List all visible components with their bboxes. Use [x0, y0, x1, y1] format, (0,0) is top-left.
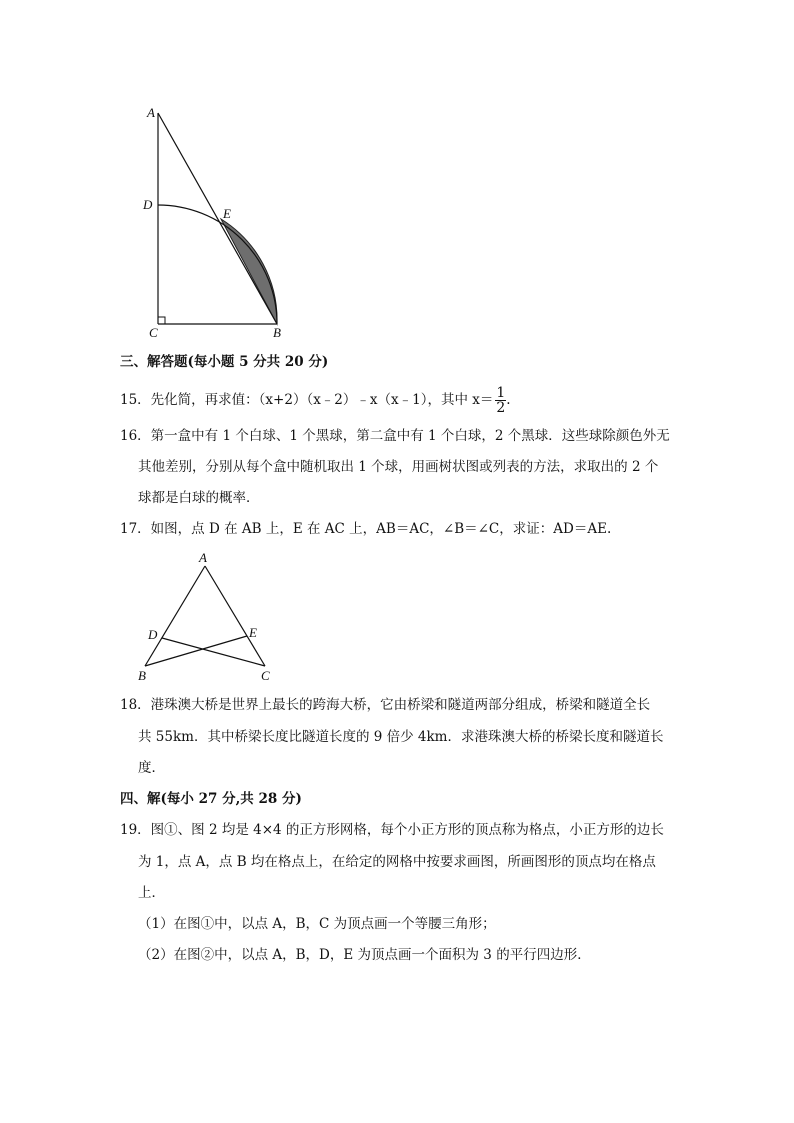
question-19-line-2: 为 1，点 A，点 B 均在格点上，在给定的网格中按要求画图，所画图形的顶点均在格点 — [138, 854, 656, 870]
question-18-line-2: 共 55km．其中桥梁长度比隧道长度的 9 倍少 4km．求港珠澳大桥的桥梁长度和隧道长 — [138, 729, 664, 745]
question-15 — [120, 386, 511, 415]
right-angle-mark — [158, 317, 165, 324]
fraction-one-half — [495, 386, 506, 415]
question-16-line-3: 球都是白球的概率． — [138, 490, 260, 506]
section-4-title: 四、解(每小 27 分,共 28 分) — [120, 791, 302, 807]
label-e-2: E — [249, 625, 257, 640]
label-a: A — [147, 105, 155, 120]
question-18-line-3: 度． — [138, 760, 165, 776]
figure-triangle-arc — [135, 95, 305, 345]
label-b: B — [273, 325, 281, 340]
segment-ac-2 — [205, 566, 265, 666]
question-16-line-1: 16．第一盒中有 1 个白球、1 个黑球，第二盒中有 1 个白球，2 个黑球．这些球除颜色外无 — [120, 428, 670, 444]
label-c: C — [149, 325, 158, 340]
label-b-2: B — [138, 668, 146, 683]
label-e: E — [223, 206, 231, 221]
q15-text: 15．先化简，再求值：（x+2）（x﹣2）﹣x（x﹣1），其中 x＝ — [120, 392, 494, 408]
q15-end: . — [506, 392, 511, 408]
segment-ab — [158, 113, 277, 324]
frac-denominator: 2 — [496, 400, 506, 416]
question-19-line-3: 上． — [138, 885, 165, 901]
label-c-2: C — [261, 668, 270, 683]
label-a-2: A — [199, 550, 207, 565]
frac-numerator: 1 — [496, 385, 506, 401]
label-d: D — [143, 197, 153, 212]
label-d-2: D — [148, 627, 158, 642]
section-3-title: 三、解答题(每小题 5 分共 20 分) — [120, 354, 329, 370]
segment-dc — [162, 638, 265, 666]
question-16-line-2: 其他差别，分别从每个盒中随机取出 1 个球，用画树状图或列表的方法，求取出的 2 个 — [138, 459, 659, 475]
question-17: 17．如图，点 D 在 AB 上，E 在 AC 上，AB＝AC，∠B＝∠C，求证：AD＝AE. — [120, 521, 612, 537]
question-19-part-1: （1）在图①中，以点 A，B，C 为顶点画一个等腰三角形； — [138, 916, 496, 932]
figure-isosceles-triangle — [135, 548, 285, 683]
question-18-line-1: 18．港珠澳大桥是世界上最长的跨海大桥，它由桥梁和隧道两部分组成，桥梁和隧道全长 — [120, 697, 651, 713]
question-19-part-2: （2）在图②中，以点 A，B，D，E 为顶点画一个面积为 3 的平行四边形． — [138, 947, 591, 963]
question-19-line-1: 19．图①、图 2 均是 4×4 的正方形网格，每个小正方形的顶点称为格点，小正方形的边长 — [120, 822, 664, 838]
